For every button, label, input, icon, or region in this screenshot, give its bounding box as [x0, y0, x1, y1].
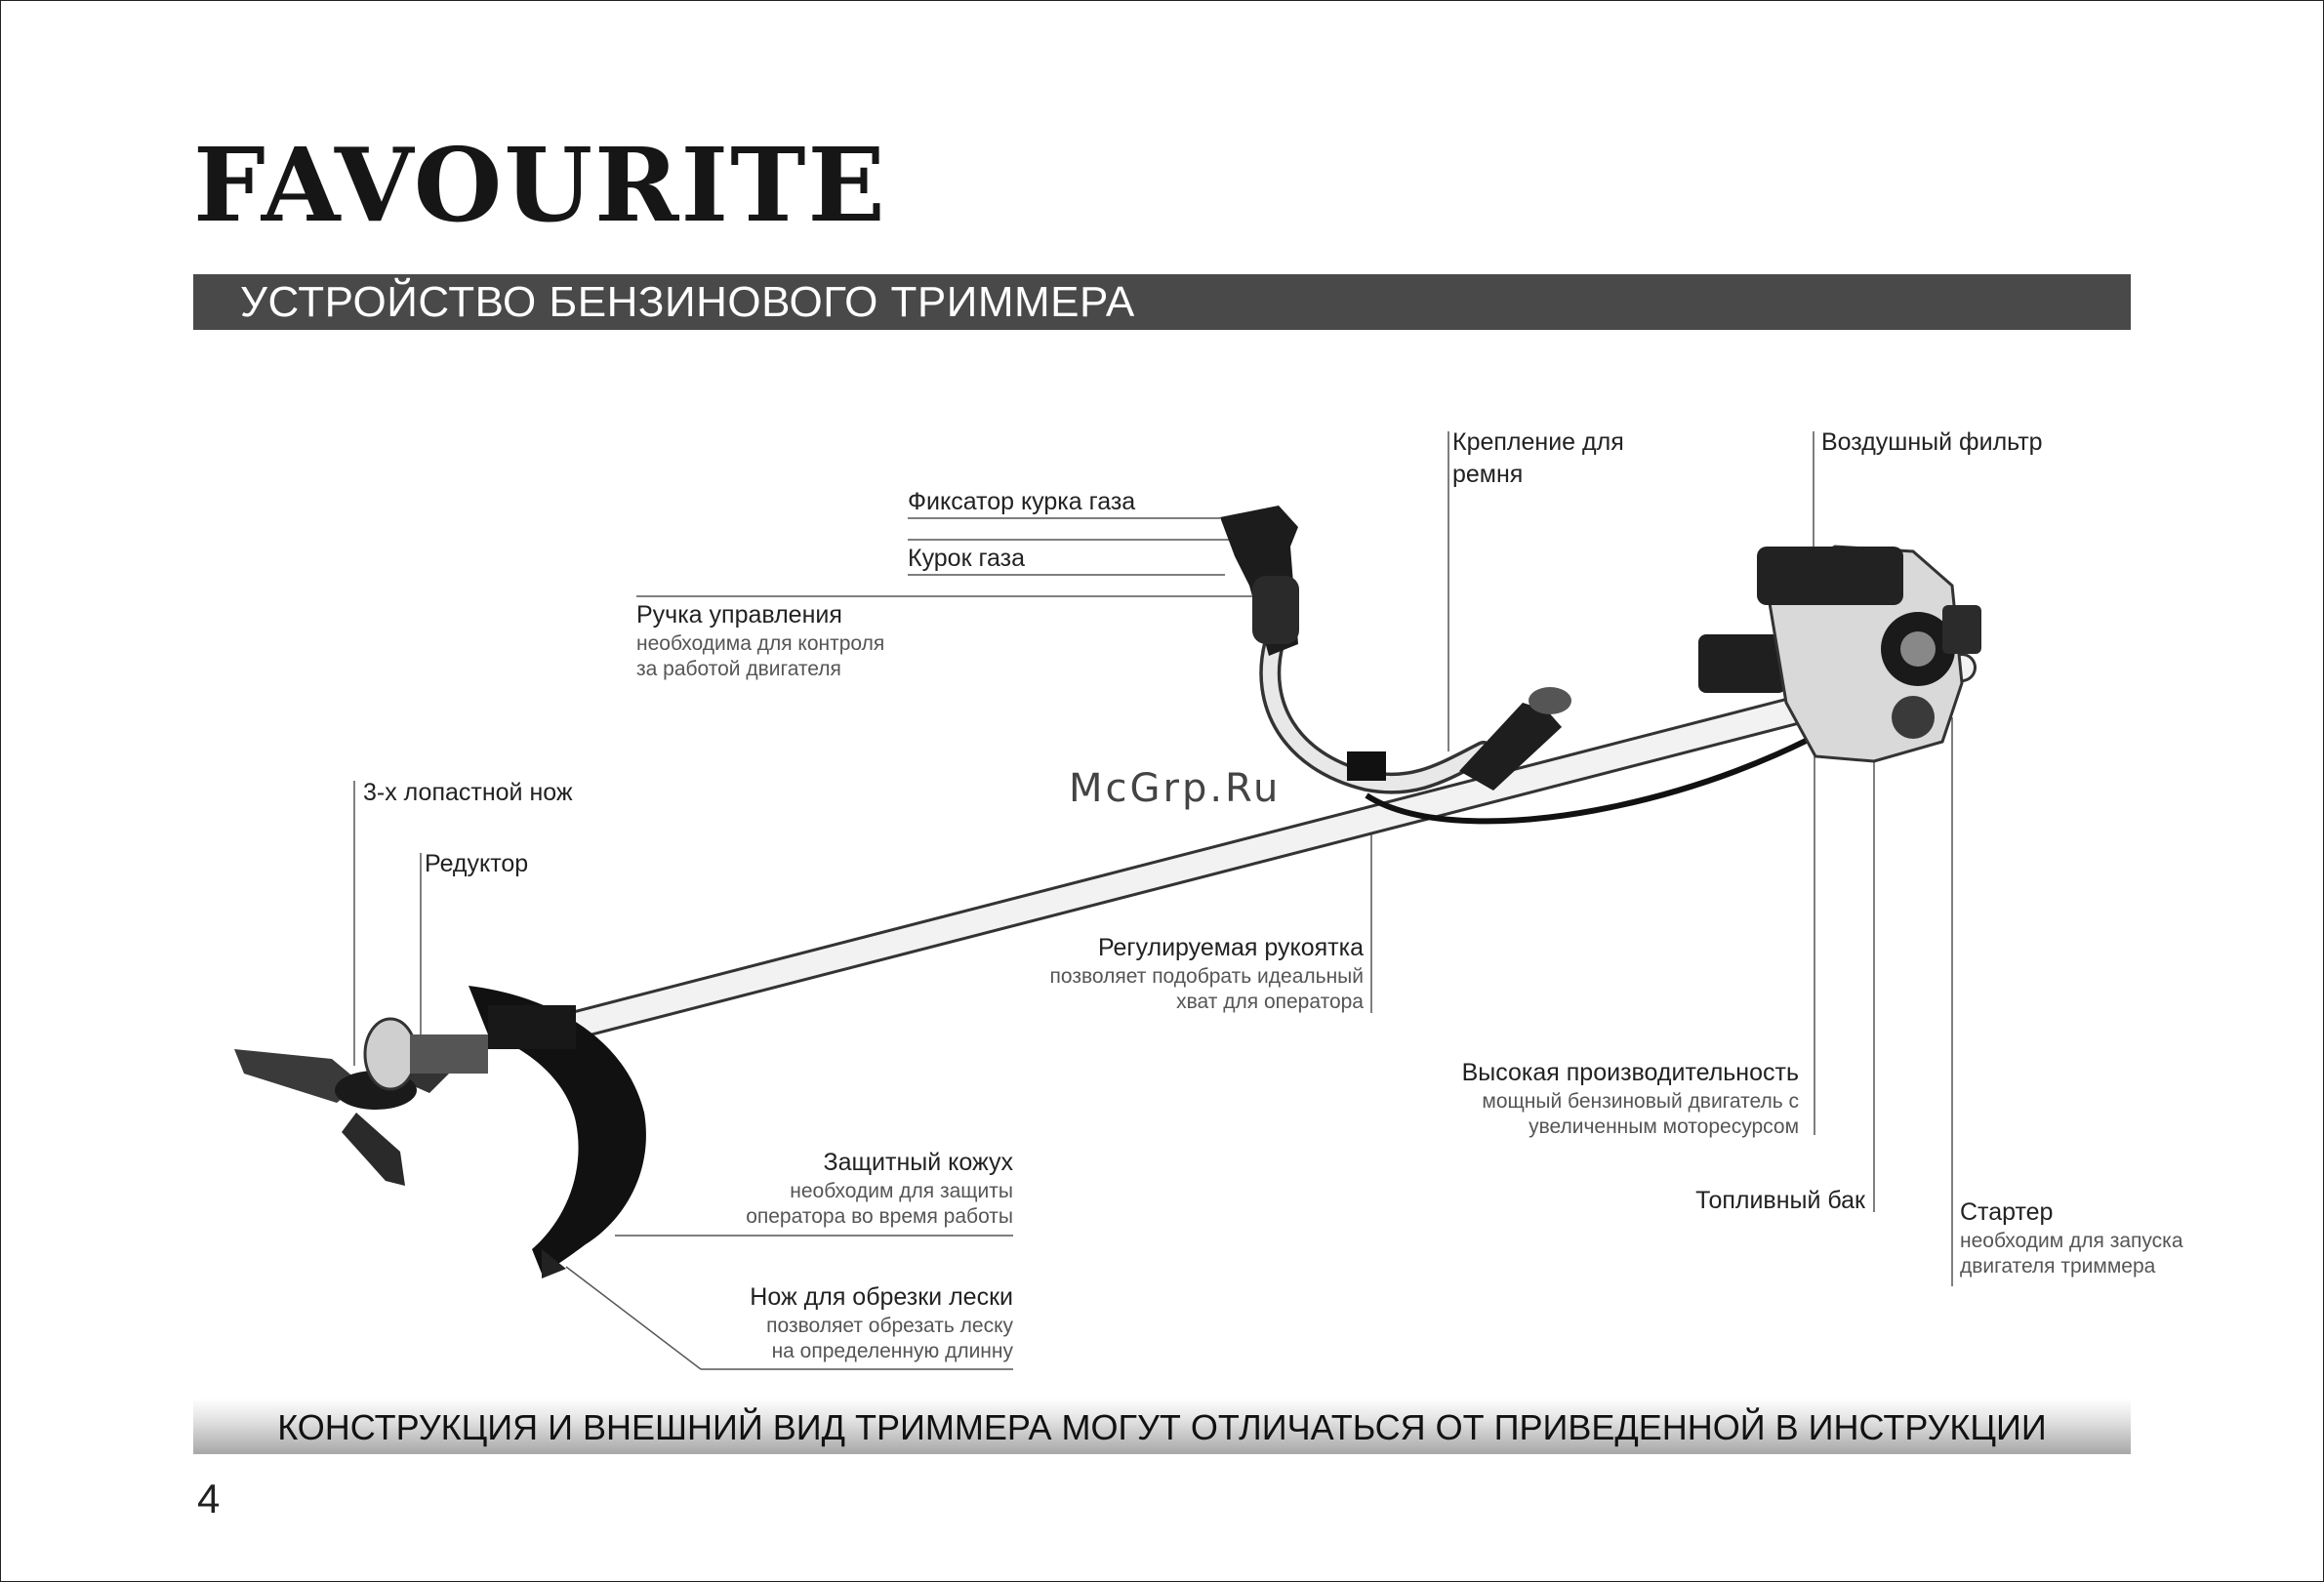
label-blade: 3-х лопастной нож — [363, 779, 573, 806]
page-title: УСТРОЙСТВО БЕНЗИНОВОГО ТРИММЕРА — [240, 278, 1135, 326]
label-adj-handle: Регулируемая рукоятка — [1097, 934, 1364, 961]
gearbox-blade — [234, 1019, 488, 1186]
label-gearbox: Редуктор — [425, 850, 529, 877]
watermark: McGrp.Ru — [1069, 766, 1282, 811]
brand-logo: FAVOURITE — [193, 125, 887, 245]
label-belt-mount-line1: Крепление для — [1452, 428, 1624, 456]
label-control-handle-desc2: за работой двигателя — [636, 658, 841, 680]
label-starter-desc1: необходим для запуска — [1960, 1230, 2183, 1252]
label-guard-desc1: необходим для защиты — [790, 1180, 1013, 1202]
footer-notice: КОНСТРУКЦИЯ И ВНЕШНИЙ ВИД ТРИММЕРА МОГУТ ОТЛИЧАТЬСЯ ОТ ПРИВЕДЕННОЙ В ИНСТРУКЦИИ — [277, 1407, 2047, 1447]
label-control-handle-desc1: необходима для контроля — [636, 632, 885, 655]
label-performance: Высокая производительность — [1461, 1059, 1799, 1086]
label-line-cutter-desc2: на определенную длинну — [771, 1340, 1013, 1362]
label-performance-desc2: увеличенным моторесурсом — [1529, 1116, 1799, 1138]
label-adj-handle-desc1: позволяет подобрать идеальный — [1049, 965, 1364, 988]
page-number: 4 — [197, 1476, 221, 1521]
label-guard: Защитный кожух — [823, 1149, 1013, 1176]
label-air-filter: Воздушный фильтр — [1821, 428, 2043, 456]
label-throttle-lock: Фиксатор курка газа — [908, 488, 1136, 515]
label-line-cutter: Нож для обрезки лески — [750, 1283, 1013, 1311]
label-starter: Стартер — [1960, 1198, 2054, 1226]
label-control-handle: Ручка управления — [636, 601, 842, 629]
label-guard-desc2: оператора во время работы — [746, 1205, 1013, 1228]
protective-guard — [469, 986, 646, 1278]
label-adj-handle-desc2: хват для оператора — [1176, 991, 1364, 1013]
label-throttle-trigger: Курок газа — [908, 545, 1026, 572]
label-starter-desc2: двигателя триммера — [1960, 1255, 2156, 1278]
label-performance-desc1: мощный бензиновый двигатель с — [1482, 1090, 1799, 1113]
label-fuel-tank: Топливный бак — [1695, 1187, 1865, 1214]
footer-bar — [193, 1399, 2131, 1454]
label-belt-mount-line2: ремня — [1452, 461, 1524, 488]
label-line-cutter-desc1: позволяет обрезать леску — [766, 1315, 1013, 1337]
